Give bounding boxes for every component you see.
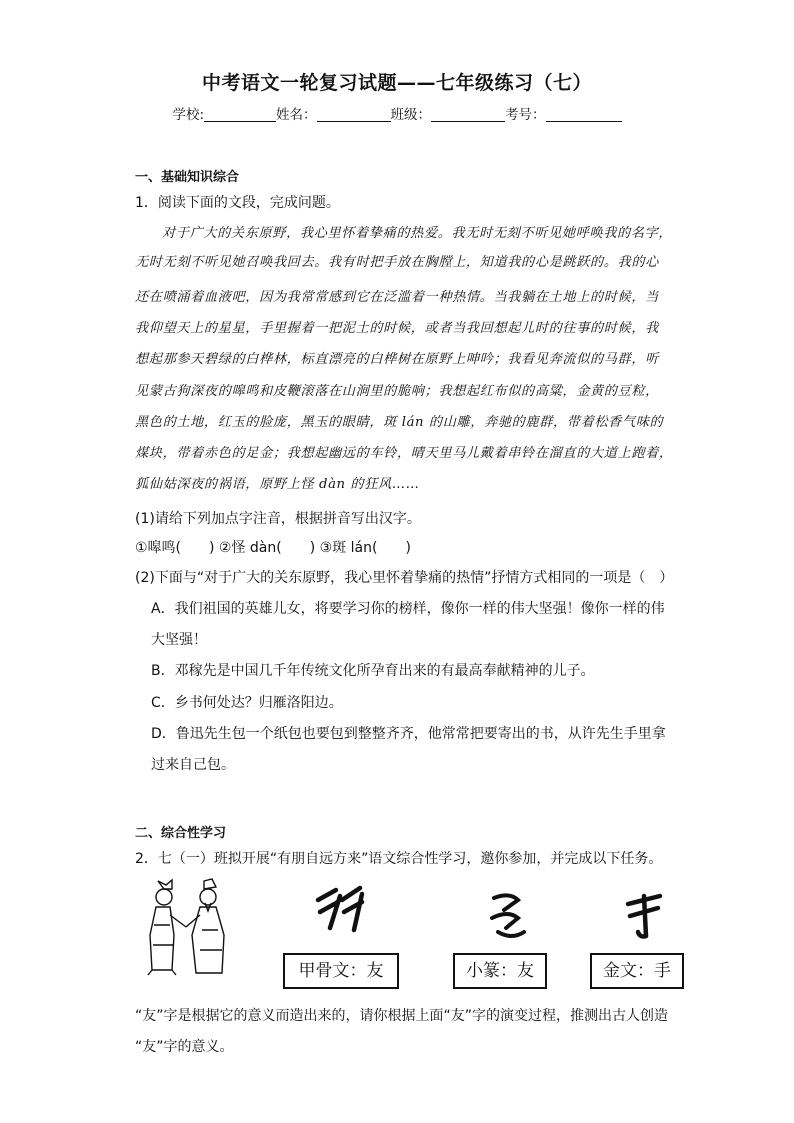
question-2-stem: 2．七（一）班拟开展“有朋自远方来”语文综合性学习，邀你参加，并完成以下任务。	[135, 851, 663, 867]
name-blank[interactable]	[317, 107, 391, 122]
question-1-part-1: (1)请给下列加点字注音，根据拼音写出汉字。	[135, 511, 421, 527]
class-label: 班级：	[390, 107, 432, 123]
passage-line: 煤块，带着赤色的足金；我想起幽远的车铃，晴天里马儿戴着串铃在溜直的大道上跑着，	[135, 446, 673, 461]
student-info-line	[0, 103, 794, 123]
school-blank[interactable]	[204, 107, 276, 122]
page-title: 中考语文一轮复习试题——七年级练习（七）	[201, 72, 592, 94]
section-heading-1: 一、基础知识综合	[135, 170, 240, 185]
question-2-prompt-line-2: “友”字的意义。	[135, 1039, 234, 1055]
question-1-stem: 1．阅读下面的文段，完成问题。	[135, 195, 340, 211]
exam-no-blank[interactable]	[546, 107, 622, 122]
question-2-prompt-line-1: “友”字是根据它的意义而造出来的，请你根据上面“友”字的演变过程，推测出古人创造	[135, 1008, 669, 1024]
school-label: 学校:	[172, 107, 205, 123]
exam-no-label: 考号：	[505, 107, 546, 123]
label-box-seal: 小篆：友	[453, 953, 547, 989]
small-seal-you-glyph-icon	[484, 888, 534, 948]
option-d-line-2[interactable]: 过来自己包。	[151, 757, 235, 773]
bronze-shou-glyph-icon	[620, 888, 670, 943]
passage-line: 狐仙姑深夜的祸语，原野上怪 dàn 的狂风……	[135, 477, 420, 492]
section-heading-2: 二、综合性学习	[135, 826, 227, 841]
passage-line: 想起那参天碧绿的白桦林，标直漂亮的白桦树在原野上呻吟；我看见奔流似的马群，听	[135, 352, 659, 367]
passage-line: 还在喷涌着血液吧，因为我常常感到它在泛滥着一种热情。当我躺在土地上的时候，当	[135, 290, 659, 305]
question-1-part-1-items[interactable]: ①嗥鸣( ) ②怪 dàn( ) ③斑 lán( )	[135, 540, 411, 556]
question-1-part-2: (2)下面与“对于广大的关东原野，我心里怀着挚痛的热情”抒情方式相同的一项是（ ）	[135, 570, 674, 586]
option-a-line-2[interactable]: 大坚强！	[151, 632, 207, 648]
passage-line: 我仰望天上的星星，手里握着一把泥土的时候，或者当我回想起儿时的往事的时候，我	[135, 321, 659, 336]
label-box-oracle: 甲骨文：友	[283, 953, 399, 989]
option-a-line-1[interactable]: A．我们祖国的英雄儿女，将要学习你的榜样，像你一样的伟大坚强！像你一样的伟	[151, 601, 665, 617]
option-c[interactable]: C．乡书何处达？归雁洛阳边。	[151, 695, 343, 711]
handshake-illustration	[130, 875, 240, 985]
label-box-bronze: 金文：手	[590, 953, 684, 989]
option-d-line-1[interactable]: D．鲁迅先生包一个纸包也要包到整整齐齐，他常常把要寄出的书，从许先生手里拿	[151, 726, 666, 742]
name-label: 姓名：	[276, 107, 317, 123]
option-b[interactable]: B．邓稼先是中国几千年传统文化所孕育出来的有最高奉献精神的儿子。	[151, 663, 595, 679]
passage-line: 黑色的土地，红玉的脸庞，黑玉的眼睛，斑 lán 的山雕，奔驰的鹿群，带着松香气味的	[135, 415, 664, 430]
class-blank[interactable]	[431, 107, 505, 122]
passage-line: 见蒙古狗深夜的嗥鸣和皮鞭滚落在山涧里的脆响；我想起红布似的高粱，金黄的豆粒，	[135, 384, 659, 399]
oracle-bone-you-glyph-icon	[310, 880, 370, 940]
passage-line: 无时无刻不听见她召唤我回去。我有时把手放在胸膛上，知道我的心是跳跃的。我的心	[135, 255, 659, 270]
passage-line: 对于广大的关东原野，我心里怀着挚痛的热爱。我无时无刻不听见她呼唤我的名字，	[162, 226, 673, 241]
